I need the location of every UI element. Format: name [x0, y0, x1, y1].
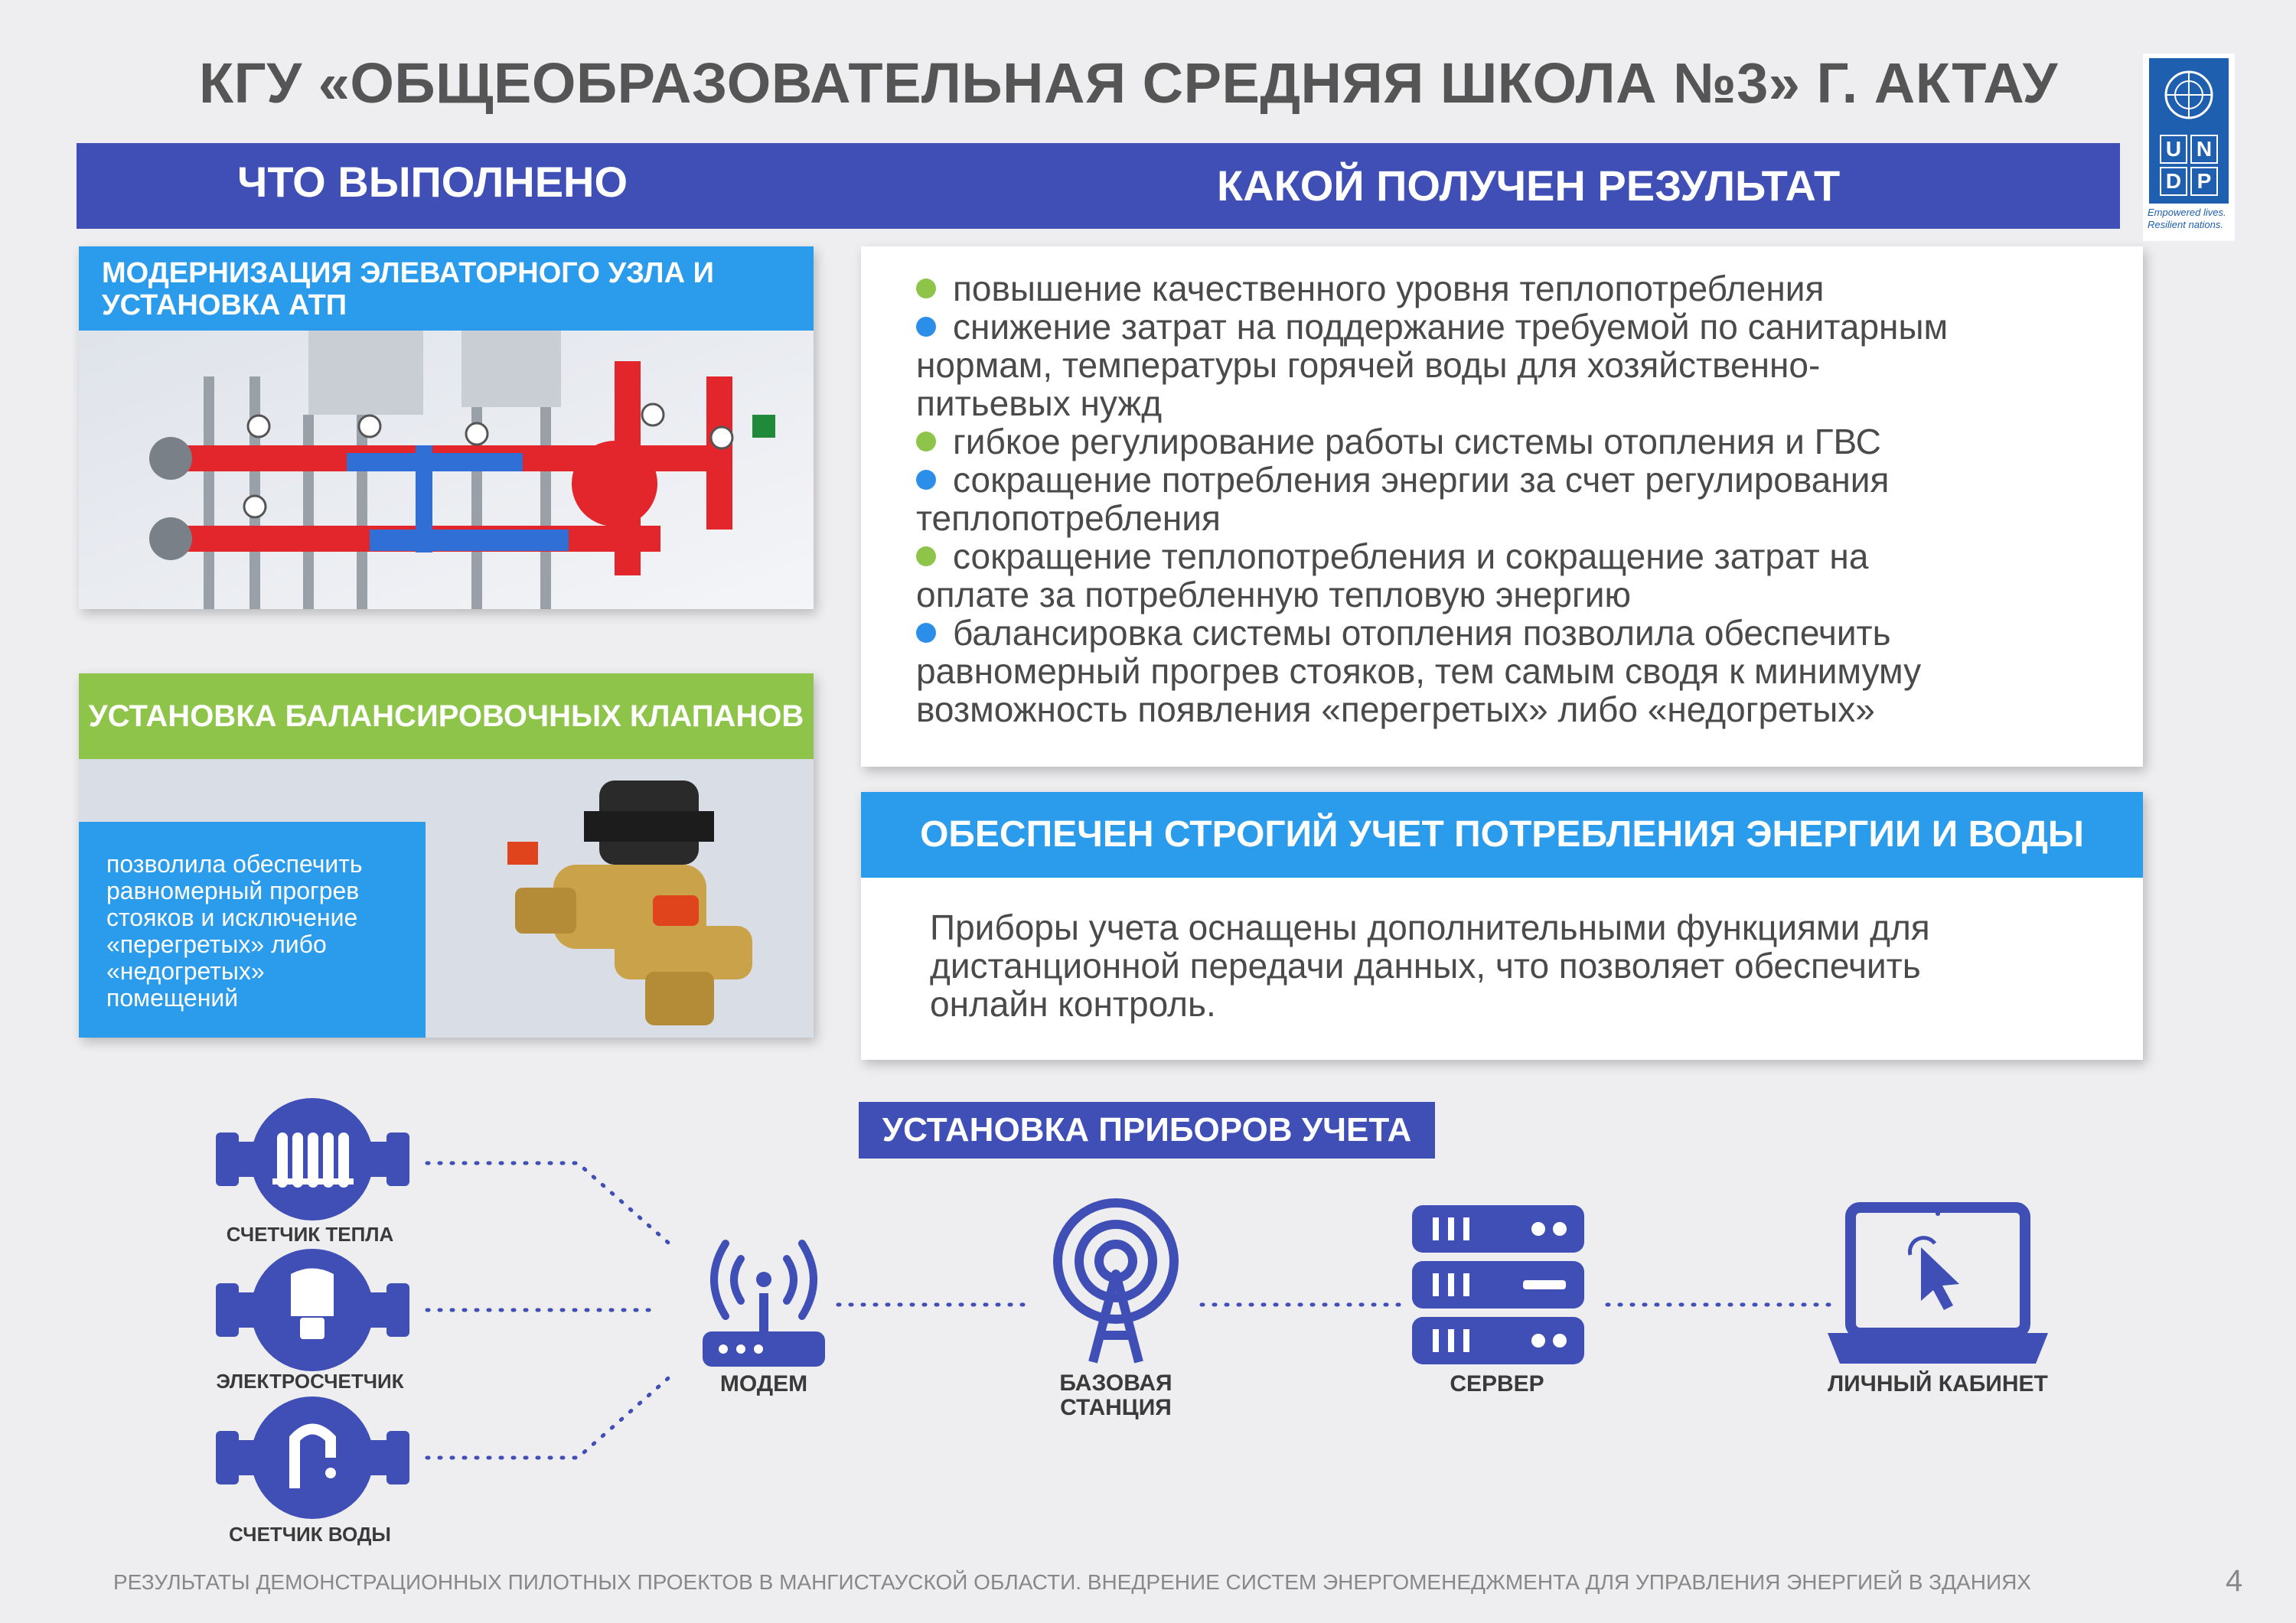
- banner-right-title: КАКОЙ ПОЛУЧЕН РЕЗУЛЬТАТ: [1217, 161, 1841, 210]
- laptop-icon: [1828, 1207, 2048, 1364]
- valves-description-line: помещений: [106, 984, 239, 1012]
- metering-description-line: онлайн контроль.: [930, 984, 1216, 1024]
- base-station-label-line: СТАНЦИЯ: [1060, 1395, 1172, 1420]
- heat-meter-label: СЧЕТЧИК ТЕПЛА: [226, 1223, 394, 1246]
- page-title: КГУ «ОБЩЕОБРАЗОВАТЕЛЬНАЯ СРЕДНЯЯ ШКОЛА №3» Г. АКТАУ: [199, 51, 2058, 115]
- server-icon: [1412, 1205, 1584, 1364]
- undp-letter: N: [2190, 135, 2218, 164]
- electric-meter-icon: [216, 1249, 409, 1371]
- undp-letter: D: [2160, 167, 2187, 196]
- cabinet-label: ЛИЧНЫЙ КАБИНЕТ: [1828, 1371, 2048, 1396]
- base-station-label-line: БАЗОВАЯ: [1059, 1370, 1172, 1396]
- diagram-title: УСТАНОВКА ПРИБОРОВ УЧЕТА: [859, 1102, 1435, 1159]
- modem-label: МОДЕМ: [719, 1371, 808, 1396]
- result-text: сокращение теплопотребления и сокращение затрат на: [953, 536, 1869, 576]
- base-station-icon: [1058, 1203, 1174, 1362]
- valves-description-line: «недогретых»: [106, 957, 265, 985]
- heat-meter-icon: [216, 1098, 409, 1221]
- valves-description-line: равномерный прогрев: [106, 877, 360, 904]
- valves-description-line: «перегретых» либо: [106, 930, 327, 958]
- result-text: балансировка системы отопления позволила обеспечить: [953, 613, 1891, 653]
- undp-letter: U: [2160, 135, 2187, 164]
- elevator-title-line: МОДЕРНИЗАЦИЯ ЭЛЕВАТОРНОГО УЗЛА И: [102, 257, 714, 289]
- modem-icon: [703, 1243, 825, 1367]
- result-text: равномерный прогрев стояков, тем самым сводя к минимуму: [916, 651, 1922, 691]
- result-text: нормам, температуры горячей воды для хозяйственно-: [916, 345, 1821, 385]
- metering-card-header: ОБЕСПЕЧЕН СТРОГИЙ УЧЕТ ПОТРЕБЛЕНИЯ ЭНЕРГИИ И ВОДЫ: [861, 792, 2143, 878]
- base-station-label: [1041, 1371, 1191, 1420]
- metering-description-line: Приборы учета оснащены дополнительными функциями для: [930, 908, 1930, 947]
- valves-description-line: позволила обеспечить: [106, 850, 363, 878]
- undp-letter: P: [2190, 167, 2218, 196]
- result-text: питьевых нужд: [916, 383, 1163, 423]
- valves-description-line: стояков и исключение: [106, 904, 358, 931]
- footer-text: РЕЗУЛЬТАТЫ ДЕМОНСТРАЦИОННЫХ ПИЛОТНЫХ ПРОЕКТОВ В МАНГИСТАУСКОЙ ОБЛАСТИ. ВНЕДРЕНИЕ СИСТЕМ ЭНЕРГОМЕНЕДЖМЕНТА ДЛЯ УПРАВЛЕНИЯ ЭНЕРГИЕЙ В ЗДАНИЯХ: [113, 1570, 2031, 1594]
- valves-card-header: УСТАНОВКА БАЛАНСИРОВОЧНЫХ КЛАПАНОВ: [79, 673, 814, 759]
- result-text: снижение затрат на поддержание требуемой по санитарным: [953, 307, 1949, 347]
- electric-meter-label: ЭЛЕКТРОСЧЕТЧИК: [216, 1370, 404, 1393]
- result-text: гибкое регулирование работы системы отопления и ГВС: [953, 422, 1881, 461]
- banner-left-title: ЧТО ВЫПОЛНЕНО: [237, 158, 628, 206]
- metering-description-line: дистанционной передачи данных, что позволяет обеспечить: [930, 946, 1921, 986]
- result-text: сокращение потребления энергии за счет регулирования: [953, 460, 1890, 500]
- result-text: теплопотребления: [916, 498, 1221, 538]
- result-text: повышение качественного уровня теплопотребления: [953, 269, 1825, 308]
- water-meter-icon: [216, 1396, 409, 1519]
- result-text: оплате за потребленную тепловую энергию: [916, 575, 1631, 614]
- undp-tagline-line: Resilient nations.: [2148, 219, 2223, 230]
- page-number: 4: [2226, 1564, 2243, 1598]
- undp-tagline-line: Empowered lives.: [2148, 207, 2226, 218]
- server-label: СЕРВЕР: [1450, 1371, 1544, 1396]
- elevator-title-line: УСТАНОВКА АТП: [102, 289, 347, 321]
- water-meter-label: СЧЕТЧИК ВОДЫ: [229, 1523, 391, 1546]
- result-text: возможность появления «перегретых» либо «недогретых»: [916, 689, 1875, 729]
